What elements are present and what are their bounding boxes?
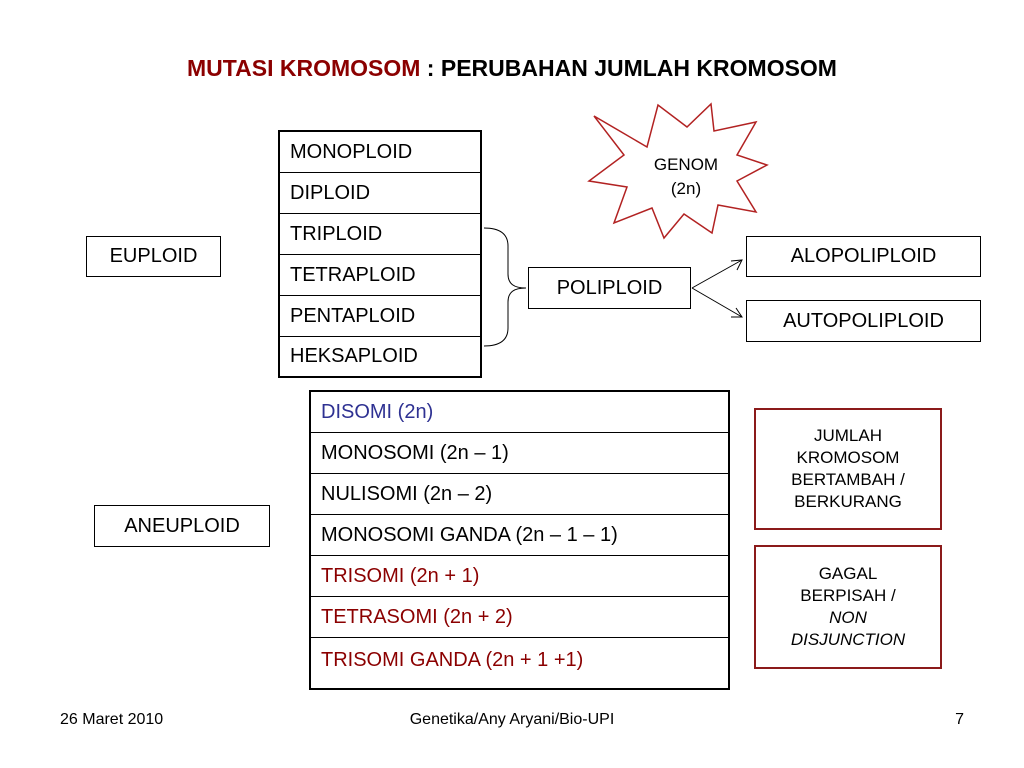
arrow-to-autopoliploid [692, 288, 742, 317]
aneuploid-row-trisomi: TRISOMI (2n + 1) [311, 556, 728, 597]
aneuploid-label: ANEUPLOID [124, 514, 240, 537]
note-jumlah-line2: KROMOSOM [796, 448, 900, 467]
arrow-to-alopoliploid [692, 260, 742, 288]
aneuploid-row-nulisomi: NULISOMI (2n – 2) [311, 474, 728, 515]
note-jumlah-line4: BERKURANG [794, 492, 902, 511]
alopoliploid-label: ALOPOLIPLOID [790, 245, 937, 267]
euploid-label: EUPLOID [109, 245, 198, 267]
aneuploid-row-trisomi-ganda: TRISOMI GANDA (2n + 1 +1) [321, 648, 584, 671]
note-gagal-line1: GAGAL [818, 564, 878, 583]
note-gagal-berpisah [754, 545, 942, 669]
autopoliploid-box [746, 300, 981, 342]
title-accent: MUTASI KROMOSOM [187, 55, 421, 81]
euploid-row-pentaploid: PENTAPLOID [280, 296, 480, 337]
note-jumlah-line3: BERTAMBAH / [791, 470, 905, 489]
aneuploid-row-monosomi-ganda: MONOSOMI GANDA (2n – 1 – 1) [311, 515, 728, 556]
genom-star [636, 153, 736, 201]
note-jumlah-line1: JUMLAH [813, 426, 882, 445]
euploid-row-diploid: DIPLOID [280, 173, 480, 214]
poliploid-brace [484, 228, 526, 346]
note-jumlah-kromosom [754, 408, 942, 530]
euploid-box [86, 236, 221, 277]
poliploid-box [528, 267, 691, 309]
genom-label: GENOM [653, 155, 719, 174]
alopoliploid-box [746, 236, 981, 277]
euploid-row-heksaploid: HEKSAPLOID [290, 345, 418, 367]
aneuploid-row-monosomi: MONOSOMI (2n – 1) [311, 433, 728, 474]
aneuploid-table [309, 390, 730, 690]
note-gagal-line2: BERPISAH / [800, 586, 896, 605]
genom-ploidy: (2n) [670, 179, 702, 198]
footer-author: Genetika/Any Aryani/Bio-UPI [409, 711, 615, 728]
autopoliploid-label: AUTOPOLIPLOID [783, 309, 944, 332]
euploid-row-tetraploid: TETRAPLOID [280, 255, 480, 296]
footer-page-number: 7 [955, 711, 964, 728]
aneuploid-row-tetrasomi: TETRASOMI (2n + 2) [311, 597, 728, 638]
poliploid-label: POLIPLOID [556, 276, 663, 299]
footer-date: 26 Maret 2010 [60, 711, 164, 728]
euploid-table [278, 130, 482, 378]
euploid-row-triploid: TRIPLOID [280, 214, 480, 255]
euploid-row-monoploid: MONOPLOID [280, 132, 480, 173]
aneuploid-box [94, 505, 270, 547]
note-gagal-line4: DISJUNCTION [790, 630, 906, 649]
aneuploid-row-disomi: DISOMI (2n) [311, 392, 728, 433]
title-rest: : PERUBAHAN JUMLAH KROMOSOM [420, 55, 837, 81]
note-gagal-line3: NON [829, 608, 867, 627]
